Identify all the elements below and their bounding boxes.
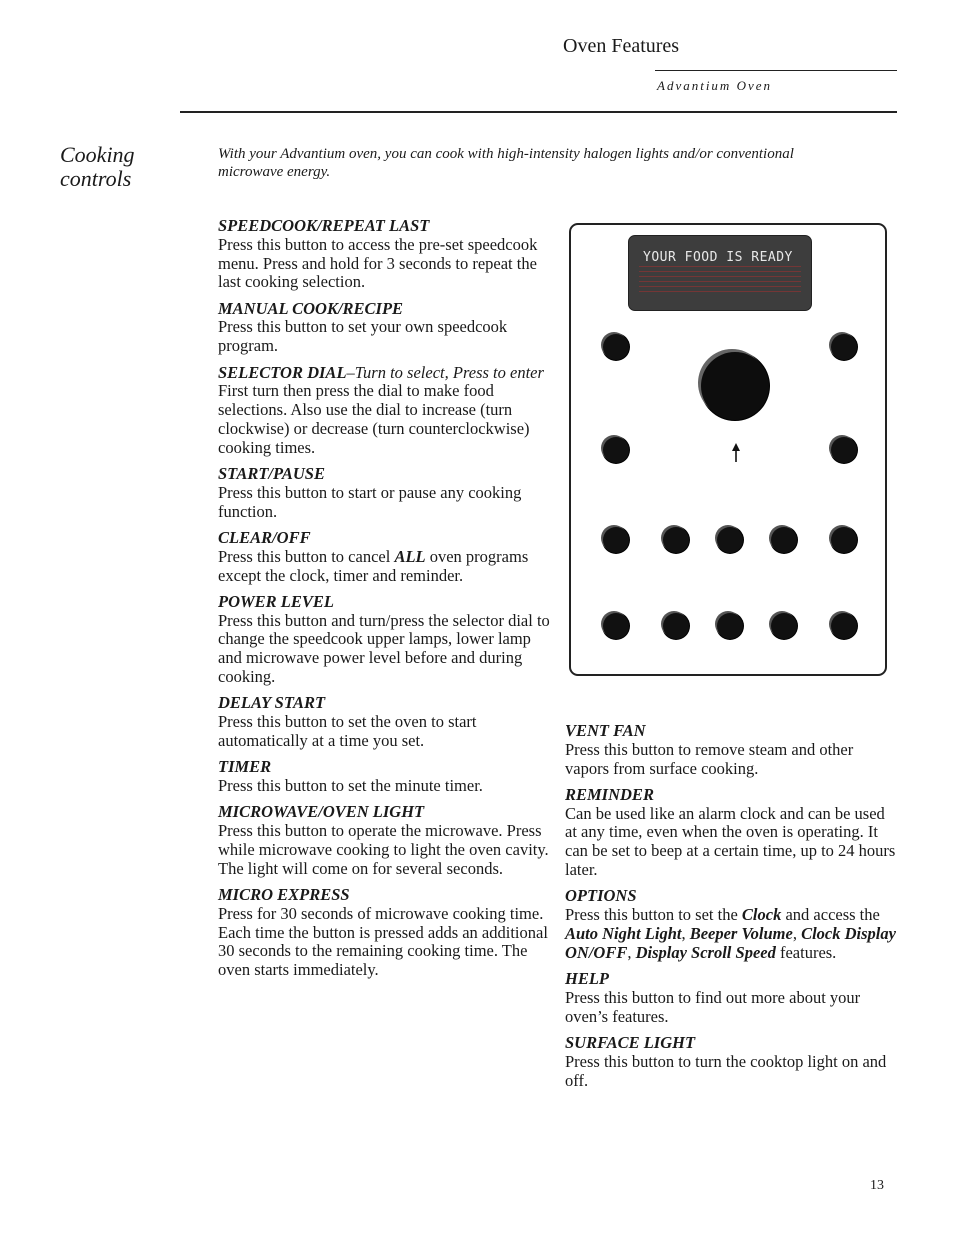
entry-body: Press this button to set the minute timer.: [218, 776, 483, 796]
entry-title: VENT FAN: [565, 721, 646, 740]
entry-body: [218, 548, 553, 586]
panel-button[interactable]: [663, 613, 689, 639]
text-run: Press this button to set the: [565, 905, 742, 925]
display-dot-matrix: [639, 266, 801, 294]
panel-button[interactable]: [831, 437, 857, 463]
header-subtitle: Advantium Oven: [657, 78, 773, 93]
text-emphasis: Beeper Volume: [689, 923, 793, 943]
entry-body: Press this button to remove steam and other vapors from surface cooking.: [565, 739, 854, 778]
entry-vent-fan: [565, 722, 900, 778]
display-screen: [628, 235, 812, 311]
panel-button[interactable]: [771, 613, 797, 639]
entry-body: Press this button to set the oven to start automatically at a time you set.: [218, 712, 477, 750]
entry-body: Press this button to turn the cooktop light on and off.: [565, 1051, 887, 1090]
right-column: [565, 722, 900, 1098]
entry-body: Press this button to operate the microwave. Press while microwave cooking to light the oven cavity. The light will come on for several seconds.: [218, 821, 549, 878]
text-run: and access the: [781, 905, 880, 925]
entry-title: START/PAUSE: [218, 464, 325, 484]
section-title: Cooking controls: [60, 142, 135, 191]
entry-timer: [218, 758, 553, 796]
main-rule: [180, 111, 897, 113]
entry-title: MANUAL COOK/RECIPE: [218, 298, 404, 318]
arrow-up-icon: [730, 443, 742, 463]
entry-body: [565, 906, 900, 962]
entry-manual-cook: [218, 300, 553, 356]
entry-title: TIMER: [218, 757, 272, 777]
entry-title-main: SELECTOR DIAL: [218, 362, 347, 382]
entry-title: POWER LEVEL: [218, 591, 334, 611]
entry-reminder: [565, 786, 900, 880]
entry-micro-express: [218, 886, 553, 980]
entry-title: [218, 364, 553, 383]
entry-body: Press this button and turn/press the selector dial to change the speedcook upper lamps, lower lamp and microwave power level before and during cooking.: [218, 610, 550, 687]
entry-title: SPEEDCOOK/REPEAT LAST: [218, 216, 430, 235]
left-column: [218, 217, 553, 987]
panel-button[interactable]: [603, 334, 629, 360]
entry-title-sub: –Turn to select, Press to enter: [346, 362, 544, 382]
panel-button[interactable]: [663, 527, 689, 553]
entry-title: OPTIONS: [565, 886, 637, 906]
entry-body-emphasis: ALL: [394, 546, 426, 566]
entry-body: First turn then press the dial to make food selections. Also use the dial to increase (turn clockwise) or decrease (turn counterclockwise) cooking times.: [218, 381, 530, 457]
entry-microwave-light: [218, 803, 553, 878]
header-title: Oven Features: [563, 35, 680, 57]
text-emphasis: Clock: [741, 905, 782, 925]
panel-button[interactable]: [831, 334, 857, 360]
panel-button[interactable]: [717, 613, 743, 639]
panel-button[interactable]: [603, 437, 629, 463]
text-run: ,: [681, 923, 690, 943]
entry-speedcook: [218, 217, 553, 292]
entry-selector-dial: [218, 364, 553, 458]
entry-delay-start: [218, 694, 553, 750]
entry-title: MICRO EXPRESS: [218, 885, 350, 904]
entry-title: DELAY START: [218, 693, 326, 713]
entry-title: SURFACE LIGHT: [565, 1032, 696, 1052]
entry-body: Press this button to find out more about your oven’s features.: [565, 987, 861, 1026]
text-run: ,: [792, 923, 802, 943]
text-emphasis: Display Scroll Speed: [635, 942, 776, 962]
entry-body: Press this button to access the pre-set speedcook menu. Press and hold for 3 seconds to repeat the last cooking selection.: [218, 234, 538, 292]
entry-help: [565, 970, 900, 1026]
entry-body-pre: Press this button to cancel: [218, 546, 395, 566]
entry-body: Can be used like an alarm clock and can be used at any time, even when the oven is operating. It can be set to beep at a certain time, up to 24 hours later.: [565, 803, 896, 880]
entry-body-post: oven programs except the clock, timer and reminder.: [218, 546, 529, 585]
text-run: ,: [627, 942, 636, 962]
panel-button[interactable]: [603, 527, 629, 553]
entry-start-pause: [218, 465, 553, 521]
entry-title: HELP: [565, 969, 609, 989]
text-emphasis: Auto Night Light: [565, 923, 682, 943]
panel-button[interactable]: [771, 527, 797, 553]
entry-body: Press this button to start or pause any cooking function.: [218, 482, 522, 521]
entry-surface-light: [565, 1034, 900, 1090]
entry-clear-off: [218, 529, 553, 585]
entry-power-level: [218, 593, 553, 687]
entry-title: CLEAR/OFF: [218, 527, 311, 547]
header-rule: [655, 70, 897, 71]
panel-button[interactable]: [603, 613, 629, 639]
text-run: features.: [775, 942, 837, 962]
section-intro: With your Advantium oven, you can cook with high-intensity halogen lights and/or conventional microwave energy.: [218, 146, 794, 180]
entry-body: Press for 30 seconds of microwave cooking time. Each time the button is pressed adds an additional 30 seconds to the remaining cooking time. The oven starts immediately.: [218, 903, 548, 980]
entry-options: [565, 887, 900, 962]
selector-dial[interactable]: [701, 352, 769, 420]
panel-button[interactable]: [831, 613, 857, 639]
panel-button[interactable]: [831, 527, 857, 553]
page-number: 13: [870, 1178, 884, 1193]
entry-title: REMINDER: [565, 784, 654, 804]
text-emphasis: Clock Display ON/OFF: [565, 923, 896, 962]
display-text: YOUR FOOD IS READY: [643, 250, 793, 265]
entry-body: Press this button to set your own speedcook program.: [218, 317, 508, 356]
entry-title: MICROWAVE/OVEN LIGHT: [218, 802, 425, 822]
control-panel-illustration: [569, 223, 887, 676]
panel-button[interactable]: [717, 527, 743, 553]
